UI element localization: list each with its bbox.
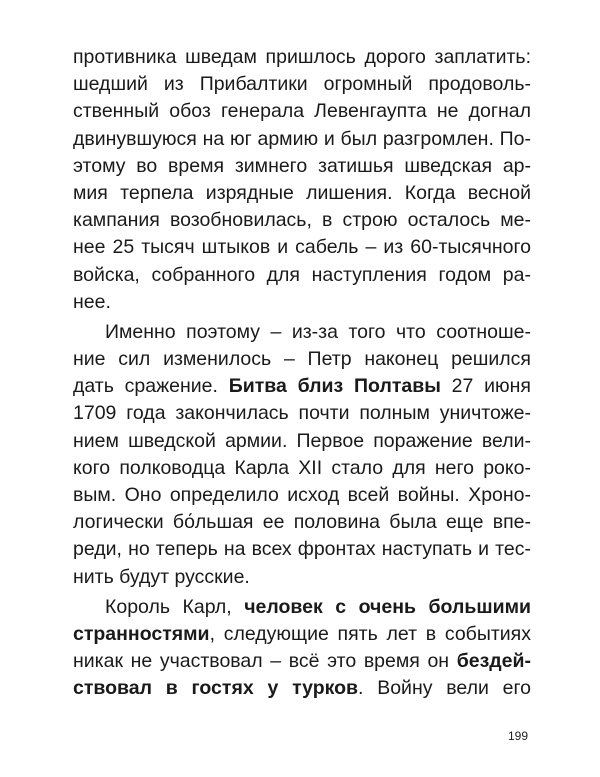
text-line [73, 126, 531, 153]
text-segment: Король Карл, [105, 595, 245, 618]
text-segment: двинувшуюся на юг армию и был разгромлен. По- [73, 127, 531, 150]
page-number: 199 [507, 729, 528, 743]
text-segment: мия терпела изрядные лишения. Когда весной [73, 181, 531, 204]
text-line [73, 44, 531, 71]
text-segment: 27 июня [440, 375, 531, 398]
text-segment: этому во время зимнего затишья шведская ар- [73, 154, 531, 177]
text-segment: противника шведам пришлось дорого заплатить: [73, 46, 531, 68]
text-segment: кампания возобновилась, в строю осталось ме- [73, 209, 531, 232]
text-line [73, 207, 531, 234]
text-segment: нием шведской армии. Первое поражение вели- [73, 429, 531, 452]
text-segment: шедший из Прибалтики огромный продоволь- [73, 73, 531, 96]
text-segment: логически бо́льшая ее половина была еще впе- [73, 511, 531, 534]
text-line [73, 482, 531, 509]
text-line [73, 98, 531, 125]
text-line [73, 262, 531, 289]
text-line [73, 400, 531, 427]
text-segment: ние сил изменилось – Петр наконец решился [73, 348, 531, 371]
text-line [73, 71, 531, 98]
text-segment: дать сражение. [73, 375, 229, 398]
text-segment: , следующие пять лет в событиях [209, 622, 531, 645]
text-line [73, 455, 531, 482]
text-segment: 1709 года закончилась почти полным уничтоже- [73, 402, 531, 425]
text-segment: нить будут русские. [73, 565, 250, 588]
text-line [73, 428, 531, 455]
text-line [73, 675, 531, 702]
text-segment: Именно поэтому – из-за того что соотноше- [105, 320, 531, 343]
text-segment: вым. Оно определило исход всей войны. Хроно- [73, 484, 531, 506]
text-line [73, 234, 531, 261]
page-body [73, 44, 531, 703]
text-segment: никак не участвовал – всё это время он [73, 650, 457, 673]
text-line [73, 621, 531, 648]
text-line [73, 346, 531, 373]
text-line [73, 564, 531, 591]
paragraph-start-line [73, 594, 531, 621]
text-line [73, 289, 531, 316]
bold-phrase: ствовал в гостях у турков [73, 677, 359, 700]
text-line [73, 648, 531, 675]
text-line [73, 153, 531, 180]
bold-phrase: человек с очень большими [244, 595, 531, 618]
text-segment: реди, но теперь на всех фронтах наступать и тес- [73, 538, 531, 561]
text-segment: ственный обоз генерала Левенгаупта не догнал [73, 100, 531, 123]
text-line [73, 180, 531, 207]
bold-phrase: Битва близ Полтавы [228, 375, 441, 398]
text-segment: нее 25 тысяч штыков и сабель – из 60-тысячного [73, 236, 531, 259]
text-segment: кого полководца Карла XII стало для него роко- [73, 456, 531, 479]
text-line [73, 509, 531, 536]
paragraph-start-line [73, 319, 531, 346]
bold-phrase: странностями [73, 622, 210, 645]
text-segment: нее. [73, 290, 111, 313]
text-line [73, 536, 531, 563]
text-line [73, 373, 531, 400]
bold-phrase: бездей- [456, 650, 531, 673]
text-segment: войска, собранного для наступления годом ра- [73, 263, 531, 286]
text-segment: . Войну вели его [358, 677, 532, 700]
